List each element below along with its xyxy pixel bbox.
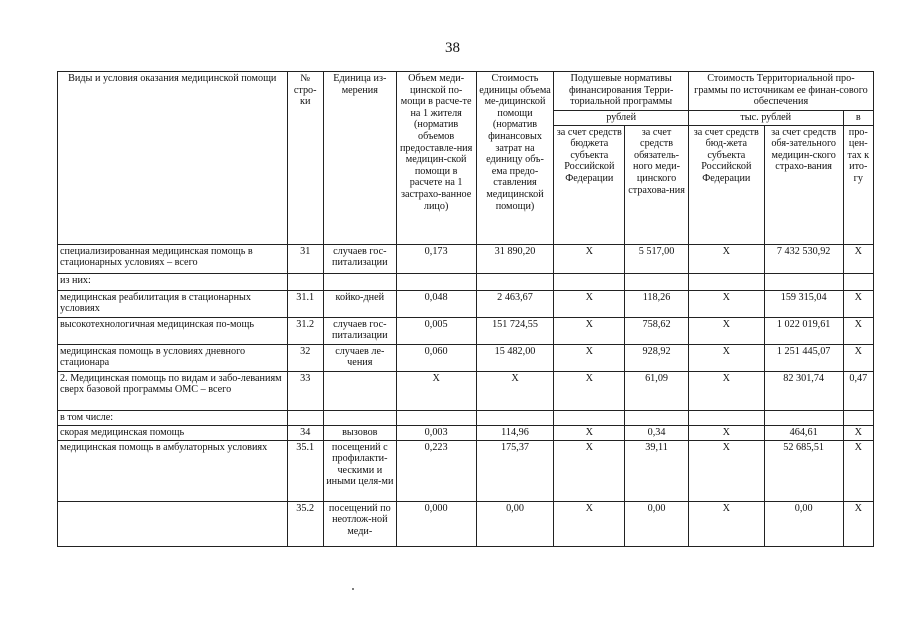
row-cost: 31 890,20 [476, 244, 554, 273]
row-cost: 114,96 [476, 425, 554, 440]
row-name: из них: [58, 273, 288, 290]
table-row [58, 371, 874, 410]
row-unit: посещений по неотлож-ной меди- [323, 501, 396, 546]
row-volume: Х [396, 371, 476, 410]
row-cost: 151 724,55 [476, 317, 554, 344]
table-row [58, 273, 874, 290]
table-row [58, 244, 874, 273]
row-unit: койко-дней [323, 290, 396, 317]
row-oms-thousand: 159 315,04 [764, 290, 843, 317]
row-oms-thousand: 1 251 445,07 [764, 344, 843, 371]
row-oms-rub: 758,62 [625, 317, 689, 344]
row-name [58, 501, 288, 546]
header-per-capita: Подушевые нормативы финансирования Терри-ториальной программы [554, 72, 688, 111]
row-oms-thousand: 52 685,51 [764, 440, 843, 501]
row-name: скорая медицинская помощь [58, 425, 288, 440]
row-number: 31 [287, 244, 323, 273]
row-budget-thousand: Х [688, 425, 764, 440]
row-number: 34 [287, 425, 323, 440]
header-row-1 [58, 72, 874, 111]
row-name: медицинская помощь в амбулаторных условиях [58, 440, 288, 501]
row-name: 2. Медицинская помощь по видам и забо-леваниям сверх базовой программы ОМС – всего [58, 371, 288, 410]
row-oms-rub: 118,26 [625, 290, 689, 317]
row-volume: 0,173 [396, 244, 476, 273]
row-unit: вызовов [323, 425, 396, 440]
row-oms-rub: 5 517,00 [625, 244, 689, 273]
row-cost: 15 482,00 [476, 344, 554, 371]
row-oms-thousand: 464,61 [764, 425, 843, 440]
row-unit [323, 371, 396, 410]
row-name: специализированная медицинская помощь в стационарных условиях – всего [58, 244, 288, 273]
row-volume: 0,060 [396, 344, 476, 371]
header-row-number: № стро-ки [287, 72, 323, 245]
row-oms-thousand: 7 432 530,92 [764, 244, 843, 273]
table-row [58, 410, 874, 425]
row-budget-rub: Х [554, 344, 625, 371]
row-oms-rub: 39,11 [625, 440, 689, 501]
row-oms-rub: 928,92 [625, 344, 689, 371]
row-volume: 0,223 [396, 440, 476, 501]
row-unit: случаев гос-питализации [323, 317, 396, 344]
header-oms-thousand: за счет средств обя-зательного медицин-ского страхо-вания [764, 125, 843, 244]
page-number: 38 [445, 40, 460, 56]
row-percent: Х [843, 425, 873, 440]
row-oms-rub: 0,00 [625, 501, 689, 546]
header-unit-percent: в [843, 111, 873, 126]
row-percent: Х [843, 244, 873, 273]
row-budget-rub: Х [554, 425, 625, 440]
row-volume: 0,005 [396, 317, 476, 344]
row-oms-thousand: 82 301,74 [764, 371, 843, 410]
row-name: медицинская помощь в условиях дневного стационара [58, 344, 288, 371]
row-number: 35.2 [287, 501, 323, 546]
row-budget-rub: Х [554, 244, 625, 273]
row-unit: посещений с профилакти-ческими и иными целя-ми [323, 440, 396, 501]
row-budget-thousand: Х [688, 290, 764, 317]
table-row [58, 344, 874, 371]
table-row [58, 501, 874, 546]
row-cost: 2 463,67 [476, 290, 554, 317]
row-number: 31.1 [287, 290, 323, 317]
row-number: 33 [287, 371, 323, 410]
row-unit: случаев ле-чения [323, 344, 396, 371]
table-row [58, 317, 874, 344]
row-percent: Х [843, 440, 873, 501]
row-percent: Х [843, 317, 873, 344]
header-unit: Единица из-мерения [323, 72, 396, 245]
row-oms-rub: 0,34 [625, 425, 689, 440]
financing-table [57, 71, 874, 547]
row-volume: 0,003 [396, 425, 476, 440]
row-budget-thousand: Х [688, 501, 764, 546]
header-percent: про-цен-тах к ито-гу [843, 125, 873, 244]
row-name: высокотехнологичная медицинская по-мощь [58, 317, 288, 344]
header-budget-rub: за счет средств бюджета субъекта Российской Федерации [554, 125, 625, 244]
row-oms-rub: 61,09 [625, 371, 689, 410]
header-volume: Объем меди-цинской по-мощи в расче-те на 1 жителя (норматив объемов предоставле-ния медицин-ской помощи в расчете на 1 застрахо-ванное лицо) [396, 72, 476, 245]
row-budget-rub: Х [554, 290, 625, 317]
row-number: 35.1 [287, 440, 323, 501]
row-budget-rub: Х [554, 371, 625, 410]
row-cost: 0,00 [476, 501, 554, 546]
table-row [58, 440, 874, 501]
header-unit-thousand-rubles: тыс. рублей [688, 111, 843, 126]
row-number: 31.2 [287, 317, 323, 344]
row-budget-rub: Х [554, 440, 625, 501]
header-unit-cost: Стоимость единицы объема ме-дицинской помощи (норматив финансовых затрат на единицу объ-ема предо-ставления медицинской помощи) [476, 72, 554, 245]
row-budget-thousand: Х [688, 317, 764, 344]
row-volume: 0,000 [396, 501, 476, 546]
row-budget-thousand: Х [688, 440, 764, 501]
row-budget-thousand: Х [688, 244, 764, 273]
row-budget-rub: Х [554, 317, 625, 344]
table-row [58, 290, 874, 317]
header-budget-thousand: за счет средств бюд-жета субъекта Российской Федерации [688, 125, 764, 244]
table-row [58, 425, 874, 440]
header-unit-rubles: рублей [554, 111, 688, 126]
row-percent: Х [843, 290, 873, 317]
row-cost: 175,37 [476, 440, 554, 501]
row-name: в том числе: [58, 410, 288, 425]
row-percent: Х [843, 501, 873, 546]
header-program-cost: Стоимость Территориальной про-граммы по источникам ее финан-сового обеспечения [688, 72, 873, 111]
row-cost: Х [476, 371, 554, 410]
row-volume: 0,048 [396, 290, 476, 317]
row-number: 32 [287, 344, 323, 371]
row-oms-thousand: 1 022 019,61 [764, 317, 843, 344]
header-oms-rub: за счет средств обязатель-ного меди-цинского страхова-ния [625, 125, 689, 244]
row-name: медицинская реабилитация в стационарных условиях [58, 290, 288, 317]
row-budget-rub: Х [554, 501, 625, 546]
row-budget-thousand: Х [688, 344, 764, 371]
header-kinds: Виды и условия оказания медицинской помощи [58, 72, 288, 245]
row-unit: случаев гос-питализации [323, 244, 396, 273]
row-percent: 0,47 [843, 371, 873, 410]
row-percent: Х [843, 344, 873, 371]
scan-speck [352, 588, 354, 590]
row-budget-thousand: Х [688, 371, 764, 410]
row-oms-thousand: 0,00 [764, 501, 843, 546]
